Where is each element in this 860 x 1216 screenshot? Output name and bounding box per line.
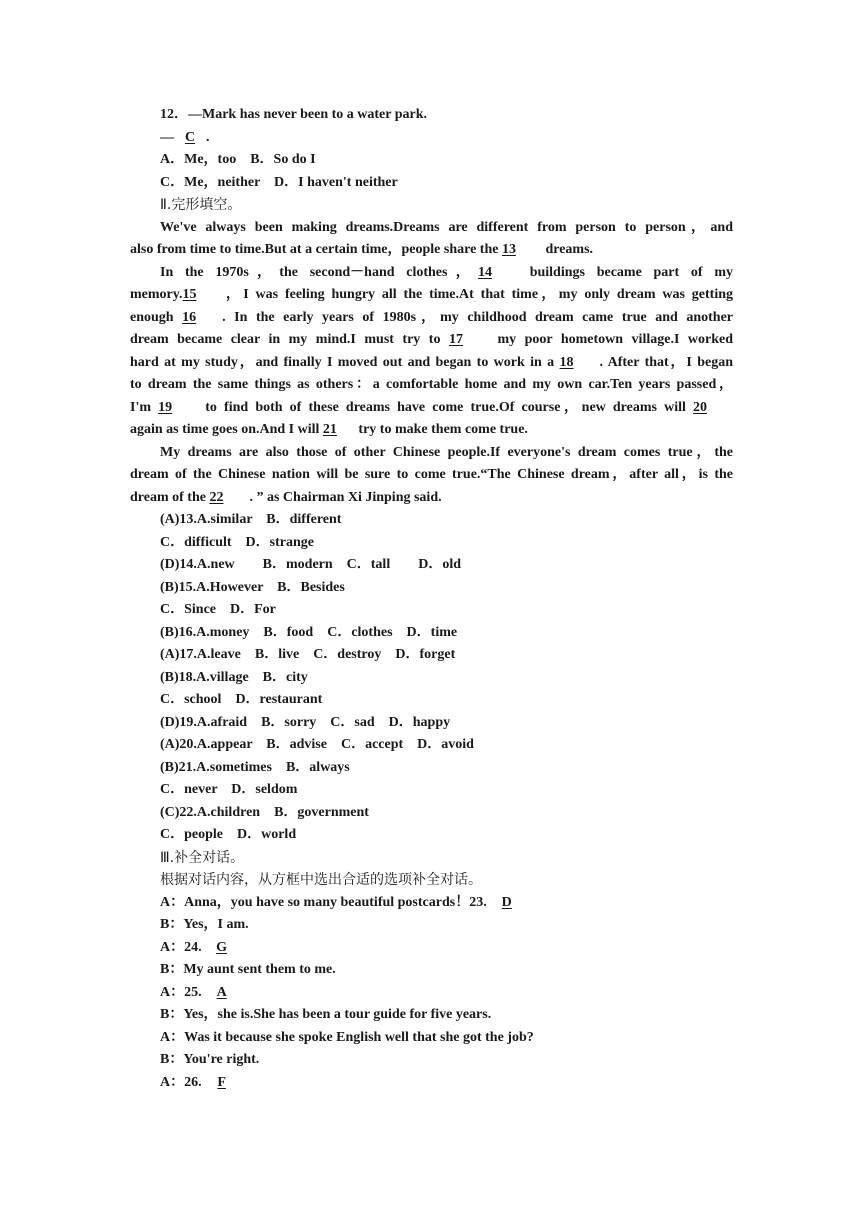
section2-heading: Ⅱ.完形填空。 xyxy=(160,197,242,213)
option-line: (C)22.A.children B．government xyxy=(160,804,369,820)
q12-stem: 12．—Mark has never been to a water park. xyxy=(160,107,428,122)
blank-20: 20 xyxy=(693,399,708,415)
dialogue-line-3 xyxy=(130,937,733,960)
blank-18: 18 xyxy=(559,354,574,370)
text: . ” as Chairman Xi Jinping said. xyxy=(249,489,442,505)
blank-26: F xyxy=(217,1074,226,1090)
blank-17: 17 xyxy=(448,332,463,347)
cloze-p1-line2 xyxy=(130,239,733,262)
blank-19: 19 xyxy=(158,399,173,415)
option-line: C．difficult D．strange xyxy=(160,534,314,550)
dialogue-line-5 xyxy=(130,982,733,1005)
section3-instruction: 根据对话内容，从方框中选出合适的选项补全对话。 xyxy=(160,872,482,888)
option-line: (B)21.A.sometimes B．always xyxy=(160,759,350,775)
dialogue-line-4: B：My aunt sent them to me. xyxy=(160,962,336,977)
option-line: (A)20.A.appear B．advise C．accept D．avoid xyxy=(160,737,474,752)
cloze-p2-line4 xyxy=(130,329,733,352)
section3-heading: Ⅲ.补全对话。 xyxy=(160,849,245,866)
option-line: (A)17.A.leave B．live C．destroy D．forget xyxy=(160,647,456,662)
option-line: C．never D．seldom xyxy=(160,782,298,797)
cloze-p2-line8 xyxy=(130,419,733,442)
text: enough xyxy=(130,309,183,325)
dialogue-line-6: B：Yes，she is.She has been a tour guide for five years. xyxy=(160,1007,492,1022)
cloze-paragraph-2 xyxy=(130,262,733,442)
q12-options-1: A．Me，too B．So do I xyxy=(160,152,316,167)
text: . In the early years of 1980s，my childhood dream came true and another xyxy=(222,309,734,325)
dialogue-line-7: A：Was it because she spoke English well that she got the job? xyxy=(160,1029,534,1045)
blank-22: 22 xyxy=(209,489,224,505)
option-line: (A)13.A.similar B．different xyxy=(160,512,342,527)
dialogue-line-8: B：You're right. xyxy=(160,1052,260,1067)
text: memory. xyxy=(130,287,183,302)
text: also from time to time.But at a certain time，people share the xyxy=(130,242,502,257)
option-line: (D)19.A.afraid B．sorry C．sad D．happy xyxy=(160,714,451,730)
text: A：26. xyxy=(160,1074,202,1090)
cloze-p2-line6: to dream the same things as others：a comfortable home and my own car.Ten years passed， xyxy=(130,377,733,392)
text: hard at my study，and finally I moved out and began to work in a xyxy=(130,354,560,370)
blank-23: D xyxy=(501,894,512,910)
blank-25: A xyxy=(216,984,227,1000)
dialogue-line-1 xyxy=(130,892,733,915)
text: A：25. xyxy=(160,984,202,1000)
blank-24: G xyxy=(216,939,228,955)
text: buildings became part of my xyxy=(517,264,733,280)
q12-dash: — xyxy=(160,129,174,145)
q12-prompt xyxy=(130,127,733,150)
option-line: C．Since D．For xyxy=(160,602,276,617)
q12-answer: C xyxy=(184,129,196,145)
text: ，I was feeling hungry all the time.At that time，my only dream was getting xyxy=(222,287,733,302)
q12-period: . xyxy=(206,129,210,145)
cloze-paragraph-1 xyxy=(130,217,733,262)
text: dream became clear in my mind.I must try to xyxy=(130,332,449,347)
option-line: (D)14.A.new B．modern C．tall D．old xyxy=(160,557,461,572)
text: dream of the xyxy=(130,489,210,505)
text: I'm xyxy=(130,399,159,415)
text: . After that，I began xyxy=(599,354,733,370)
cloze-p3-line1: My dreams are also those of other Chinese people.If everyone's dream comes true，the xyxy=(160,444,733,460)
dialogue-line-2: B：Yes，I am. xyxy=(160,917,249,932)
text: A：24. xyxy=(160,939,202,955)
dialogue-line-9 xyxy=(130,1072,733,1095)
cloze-p2-line5 xyxy=(130,352,733,375)
blank-13: 13 xyxy=(501,242,516,257)
text: dreams. xyxy=(541,242,594,257)
text: to find both of these dreams have come true.Of course，new dreams will xyxy=(198,399,694,415)
q12-options-2: C．Me，neither D．I haven't neither xyxy=(160,174,398,190)
option-line: (B)18.A.village B．city xyxy=(160,669,308,685)
text: my poor hometown village.I worked xyxy=(488,332,733,347)
option-line: C．people D．world xyxy=(160,827,297,842)
cloze-p2-line3 xyxy=(130,307,733,330)
option-line: C．school D．restaurant xyxy=(160,692,323,707)
cloze-p3-line2: dream of the Chinese nation will be sure to come true.“The Chinese dream，after all，is the xyxy=(130,467,733,482)
cloze-paragraph-3 xyxy=(130,442,733,510)
text: A：Anna，you have so many beautiful postcards！23. xyxy=(160,894,487,910)
cloze-p2-line1 xyxy=(130,262,733,285)
text: again as time goes on.And I will xyxy=(130,422,323,437)
cloze-p1-line1: We've always been making dreams.Dreams are different from person to person，and xyxy=(160,219,733,235)
cloze-p2-line2 xyxy=(130,284,733,307)
blank-14: 14 xyxy=(477,264,492,280)
cloze-p3-line3 xyxy=(130,487,733,510)
blank-15: 15 xyxy=(182,287,197,302)
worksheet-page xyxy=(130,104,733,1094)
option-line: (B)15.A.However B．Besides xyxy=(160,579,345,595)
text: try to make them come true. xyxy=(354,422,528,437)
text: In the 1970s，the second－hand clothes， xyxy=(160,264,478,280)
option-line: (B)16.A.money B．food C．clothes D．time xyxy=(160,624,458,640)
blank-21: 21 xyxy=(322,422,337,437)
blank-16: 16 xyxy=(182,309,197,325)
cloze-p2-line7 xyxy=(130,397,733,420)
